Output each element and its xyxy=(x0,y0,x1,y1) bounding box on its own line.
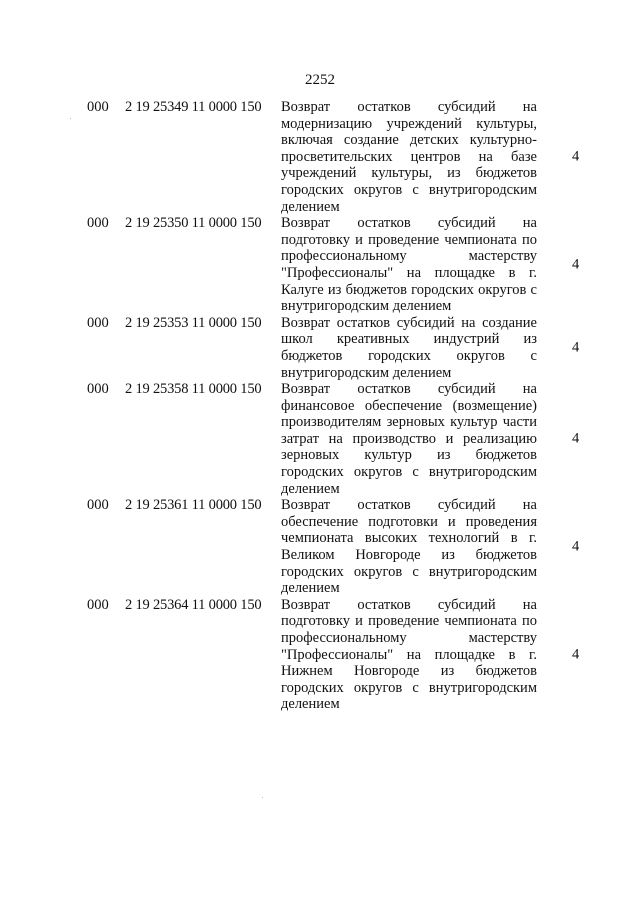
allocation-norm: 4 xyxy=(572,646,580,663)
budget-classification-code: 2 19 25349 11 0000 150 xyxy=(125,99,262,115)
table-row xyxy=(0,497,640,597)
revenue-description: Возврат остатков субсидий на подготовку и проведение чемпионата по профессиональному мастерству "Профессионалы" на площадке в г. Калуге из бюджетов городских округов с внутригородским делением xyxy=(281,215,537,315)
allocation-norm: 4 xyxy=(572,148,580,165)
admin-code: 000 xyxy=(87,381,109,398)
admin-code: 000 xyxy=(87,99,109,115)
allocation-norm: 4 xyxy=(572,430,580,447)
table-row xyxy=(0,315,640,381)
table-row xyxy=(0,99,640,215)
table-row xyxy=(0,597,640,713)
admin-code: 000 xyxy=(87,596,109,613)
scan-speck xyxy=(262,797,263,798)
table-row xyxy=(0,381,640,497)
revenue-description: Возврат остатков субсидий на подготовку и проведение чемпионата по профессиональному мастерству "Профессионалы" на площадке в г. Нижнем Новгороде из бюджетов городских округов с внутригородским делением xyxy=(281,596,537,713)
allocation-norm: 4 xyxy=(572,256,580,273)
budget-classification-code: 2 19 25350 11 0000 150 xyxy=(125,215,262,232)
budget-classification-code: 2 19 25353 11 0000 150 xyxy=(125,314,262,331)
budget-codes-table xyxy=(0,99,640,713)
revenue-description: Возврат остатков субсидий на модернизацию учреждений культуры, включая создание детских культурно-просветительских центров на базе учреждений культуры, из бюджетов городских округов с внутригородским делением xyxy=(281,99,537,215)
allocation-norm: 4 xyxy=(572,339,580,356)
table-row xyxy=(0,215,640,315)
revenue-description: Возврат остатков субсидий на финансовое обеспечение (возмещение) производителям зерновых культур части затрат на производство и реализацию зерновых культур из бюджетов городских округов с внутригородским делением xyxy=(281,381,537,497)
admin-code: 000 xyxy=(87,497,109,514)
revenue-description: Возврат остатков субсидий на создание школ креативных индустрий из бюджетов городских округов с внутригородским делением xyxy=(281,314,537,381)
budget-classification-code: 2 19 25364 11 0000 150 xyxy=(125,596,262,613)
revenue-description: Возврат остатков субсидий на обеспечение подготовки и проведения чемпионата высоких технологий в г. Великом Новгороде из бюджетов городских округов с внутригородским делением xyxy=(281,497,537,597)
admin-code: 000 xyxy=(87,215,109,232)
admin-code: 000 xyxy=(87,314,109,331)
budget-classification-code: 2 19 25361 11 0000 150 xyxy=(125,497,262,514)
page-number: 2252 xyxy=(305,72,335,88)
budget-classification-code: 2 19 25358 11 0000 150 xyxy=(125,381,262,398)
allocation-norm: 4 xyxy=(572,538,580,555)
